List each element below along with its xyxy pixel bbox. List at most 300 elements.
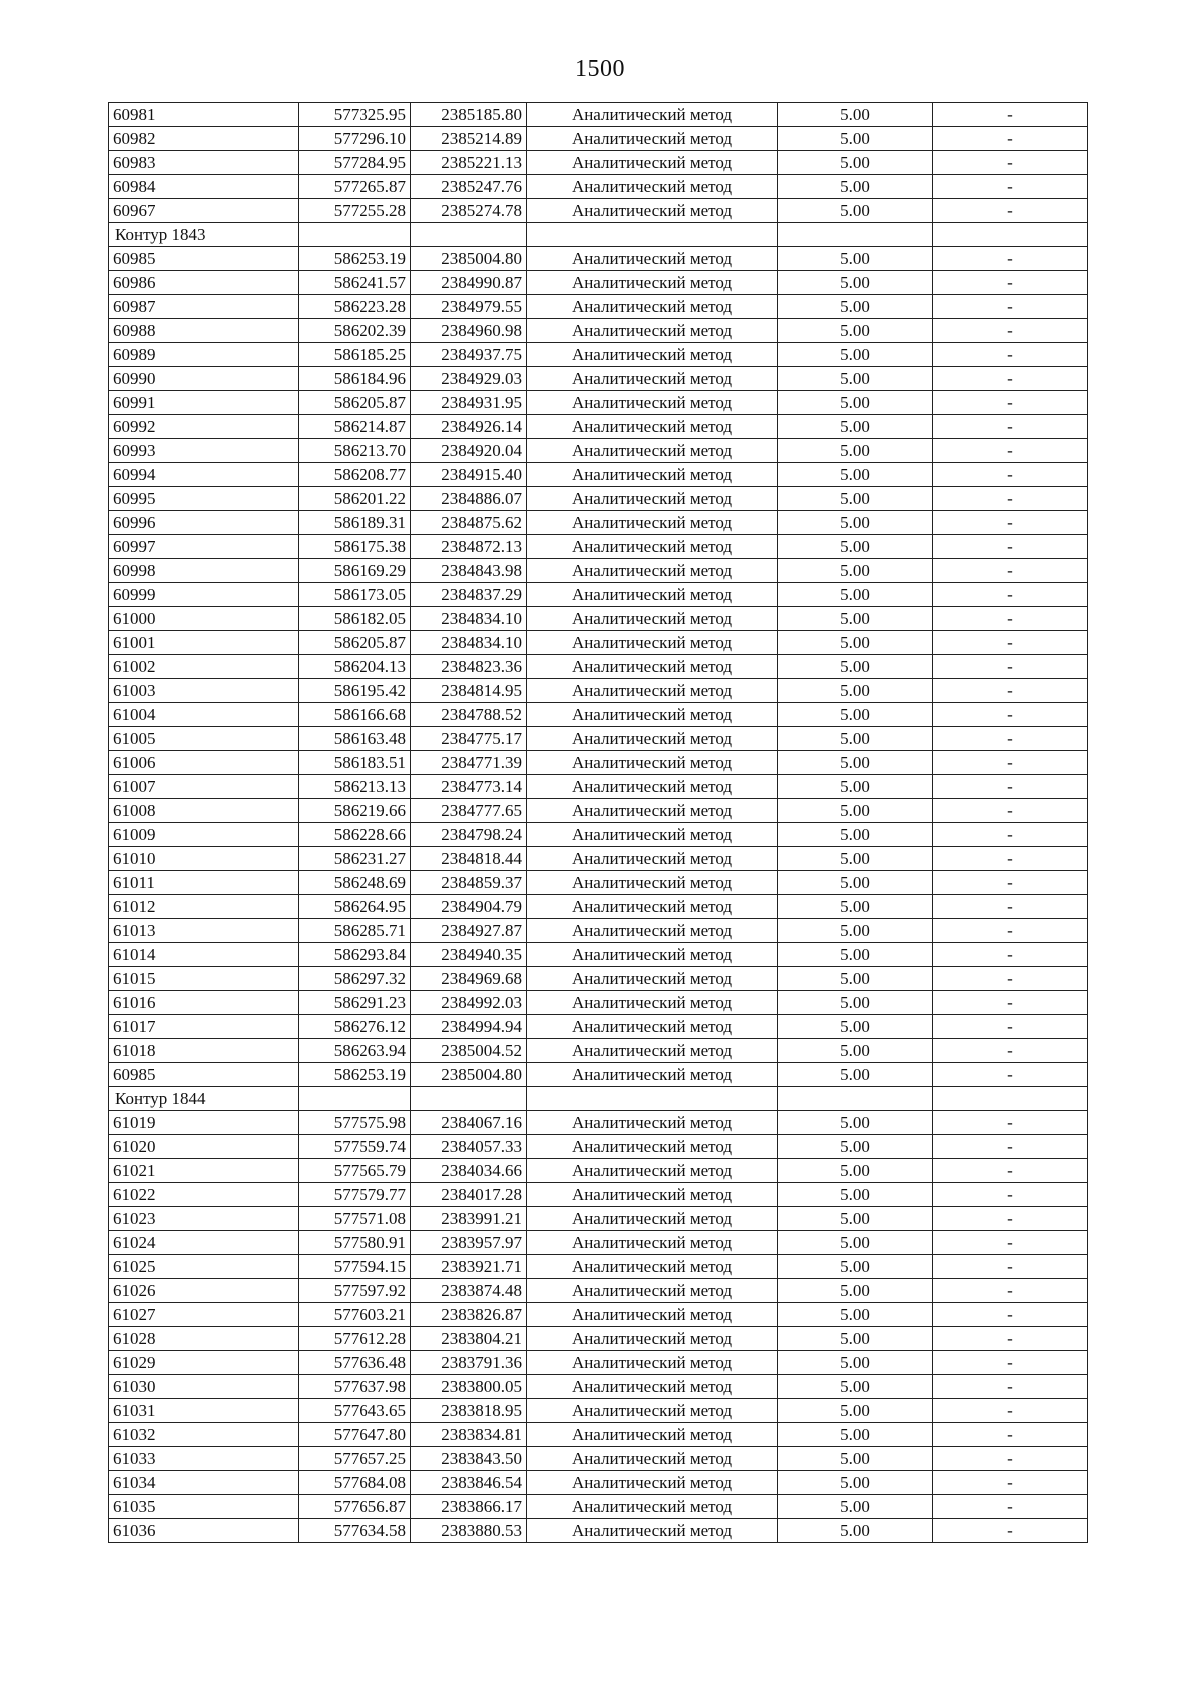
accuracy-cell: 5.00 xyxy=(778,367,933,391)
x-coordinate-cell: 577575.98 xyxy=(299,1111,411,1135)
table-row xyxy=(109,559,1088,583)
method-cell: Аналитический метод xyxy=(527,175,778,199)
point-id-cell: 61012 xyxy=(109,895,299,919)
method-cell: Аналитический метод xyxy=(527,271,778,295)
point-id-cell: 60983 xyxy=(109,151,299,175)
method-cell: Аналитический метод xyxy=(527,1447,778,1471)
point-id-cell: 60999 xyxy=(109,583,299,607)
note-cell: - xyxy=(933,703,1088,727)
note-cell: - xyxy=(933,1375,1088,1399)
note-cell: - xyxy=(933,1471,1088,1495)
y-coordinate-cell: 2384969.68 xyxy=(411,967,527,991)
y-coordinate-cell: 2384773.14 xyxy=(411,775,527,799)
method-cell: Аналитический метод xyxy=(527,1135,778,1159)
method-cell: Аналитический метод xyxy=(527,1279,778,1303)
note-cell: - xyxy=(933,391,1088,415)
note-cell: - xyxy=(933,367,1088,391)
table-row xyxy=(109,655,1088,679)
x-coordinate-cell: 586189.31 xyxy=(299,511,411,535)
method-cell: Аналитический метод xyxy=(527,127,778,151)
x-coordinate-cell: 577565.79 xyxy=(299,1159,411,1183)
y-coordinate-cell: 2384960.98 xyxy=(411,319,527,343)
x-coordinate-cell: 577571.08 xyxy=(299,1207,411,1231)
point-id-cell: 61009 xyxy=(109,823,299,847)
table-row xyxy=(109,1039,1088,1063)
y-coordinate-cell: 2384915.40 xyxy=(411,463,527,487)
note-cell: - xyxy=(933,1279,1088,1303)
x-coordinate-cell: 586184.96 xyxy=(299,367,411,391)
point-id-cell: 60986 xyxy=(109,271,299,295)
note-cell: - xyxy=(933,199,1088,223)
table-row xyxy=(109,919,1088,943)
coordinates-table xyxy=(108,102,1088,1543)
y-coordinate-cell: 2383826.87 xyxy=(411,1303,527,1327)
x-coordinate-cell: 586293.84 xyxy=(299,943,411,967)
accuracy-cell: 5.00 xyxy=(778,967,933,991)
note-cell: - xyxy=(933,607,1088,631)
x-coordinate-cell: 586195.42 xyxy=(299,679,411,703)
x-coordinate-cell: 577643.65 xyxy=(299,1399,411,1423)
method-cell: Аналитический метод xyxy=(527,1519,778,1543)
x-coordinate-cell: 586253.19 xyxy=(299,1063,411,1087)
accuracy-cell: 5.00 xyxy=(778,871,933,895)
accuracy-cell: 5.00 xyxy=(778,895,933,919)
y-coordinate-cell xyxy=(411,223,527,247)
table-row xyxy=(109,703,1088,727)
y-coordinate-cell: 2384872.13 xyxy=(411,535,527,559)
y-coordinate-cell: 2383874.48 xyxy=(411,1279,527,1303)
accuracy-cell: 5.00 xyxy=(778,1399,933,1423)
note-cell: - xyxy=(933,1015,1088,1039)
method-cell: Аналитический метод xyxy=(527,247,778,271)
point-id-cell: 61015 xyxy=(109,967,299,991)
point-id-cell: 61018 xyxy=(109,1039,299,1063)
accuracy-cell: 5.00 xyxy=(778,511,933,535)
y-coordinate-cell: 2383818.95 xyxy=(411,1399,527,1423)
y-coordinate-cell: 2384798.24 xyxy=(411,823,527,847)
method-cell: Аналитический метод xyxy=(527,871,778,895)
method-cell: Аналитический метод xyxy=(527,463,778,487)
method-cell: Аналитический метод xyxy=(527,199,778,223)
y-coordinate-cell: 2384818.44 xyxy=(411,847,527,871)
x-coordinate-cell: 577612.28 xyxy=(299,1327,411,1351)
method-cell xyxy=(527,223,778,247)
accuracy-cell xyxy=(778,223,933,247)
note-cell: - xyxy=(933,1183,1088,1207)
method-cell: Аналитический метод xyxy=(527,1327,778,1351)
table-row xyxy=(109,175,1088,199)
table-row xyxy=(109,415,1088,439)
x-coordinate-cell: 577634.58 xyxy=(299,1519,411,1543)
accuracy-cell: 5.00 xyxy=(778,655,933,679)
coordinates-table-body xyxy=(109,103,1088,1543)
accuracy-cell: 5.00 xyxy=(778,631,933,655)
note-cell xyxy=(933,223,1088,247)
note-cell: - xyxy=(933,991,1088,1015)
x-coordinate-cell: 577296.10 xyxy=(299,127,411,151)
accuracy-cell: 5.00 xyxy=(778,415,933,439)
y-coordinate-cell: 2384940.35 xyxy=(411,943,527,967)
method-cell: Аналитический метод xyxy=(527,1399,778,1423)
table-row xyxy=(109,1231,1088,1255)
y-coordinate-cell: 2384017.28 xyxy=(411,1183,527,1207)
point-id-cell: 60993 xyxy=(109,439,299,463)
accuracy-cell: 5.00 xyxy=(778,1183,933,1207)
table-row xyxy=(109,1159,1088,1183)
y-coordinate-cell: 2384814.95 xyxy=(411,679,527,703)
accuracy-cell: 5.00 xyxy=(778,799,933,823)
x-coordinate-cell: 586205.87 xyxy=(299,391,411,415)
y-coordinate-cell: 2384034.66 xyxy=(411,1159,527,1183)
table-row xyxy=(109,775,1088,799)
table-row xyxy=(109,511,1088,535)
point-id-cell: 61031 xyxy=(109,1399,299,1423)
x-coordinate-cell: 577636.48 xyxy=(299,1351,411,1375)
table-row xyxy=(109,1303,1088,1327)
accuracy-cell: 5.00 xyxy=(778,727,933,751)
note-cell: - xyxy=(933,1399,1088,1423)
method-cell: Аналитический метод xyxy=(527,1063,778,1087)
accuracy-cell: 5.00 xyxy=(778,1279,933,1303)
table-row xyxy=(109,151,1088,175)
point-id-cell: 61003 xyxy=(109,679,299,703)
point-id-cell: 60989 xyxy=(109,343,299,367)
y-coordinate-cell: 2384920.04 xyxy=(411,439,527,463)
accuracy-cell: 5.00 xyxy=(778,1111,933,1135)
accuracy-cell: 5.00 xyxy=(778,175,933,199)
note-cell: - xyxy=(933,871,1088,895)
point-id-cell: 61023 xyxy=(109,1207,299,1231)
note-cell: - xyxy=(933,1063,1088,1087)
x-coordinate-cell: 586185.25 xyxy=(299,343,411,367)
y-coordinate-cell: 2383804.21 xyxy=(411,1327,527,1351)
accuracy-cell: 5.00 xyxy=(778,391,933,415)
method-cell: Аналитический метод xyxy=(527,1303,778,1327)
note-cell: - xyxy=(933,151,1088,175)
x-coordinate-cell xyxy=(299,1087,411,1111)
point-id-cell: 61007 xyxy=(109,775,299,799)
y-coordinate-cell: 2383800.05 xyxy=(411,1375,527,1399)
x-coordinate-cell: 586253.19 xyxy=(299,247,411,271)
point-id-cell: 61013 xyxy=(109,919,299,943)
x-coordinate-cell: 577603.21 xyxy=(299,1303,411,1327)
method-cell: Аналитический метод xyxy=(527,559,778,583)
table-row xyxy=(109,871,1088,895)
table-row xyxy=(109,1471,1088,1495)
point-id-cell: 61010 xyxy=(109,847,299,871)
accuracy-cell: 5.00 xyxy=(778,1159,933,1183)
accuracy-cell: 5.00 xyxy=(778,1375,933,1399)
table-row xyxy=(109,631,1088,655)
contour-label: Контур 1843 xyxy=(109,223,299,247)
point-id-cell: 61005 xyxy=(109,727,299,751)
y-coordinate-cell: 2384979.55 xyxy=(411,295,527,319)
y-coordinate-cell: 2384837.29 xyxy=(411,583,527,607)
note-cell: - xyxy=(933,127,1088,151)
note-cell: - xyxy=(933,823,1088,847)
point-id-cell: 61000 xyxy=(109,607,299,631)
method-cell: Аналитический метод xyxy=(527,679,778,703)
note-cell: - xyxy=(933,103,1088,127)
point-id-cell: 60988 xyxy=(109,319,299,343)
method-cell: Аналитический метод xyxy=(527,511,778,535)
method-cell: Аналитический метод xyxy=(527,1183,778,1207)
table-row xyxy=(109,439,1088,463)
x-coordinate-cell xyxy=(299,223,411,247)
accuracy-cell: 5.00 xyxy=(778,463,933,487)
contour-label: Контур 1844 xyxy=(109,1087,299,1111)
y-coordinate-cell: 2384992.03 xyxy=(411,991,527,1015)
method-cell: Аналитический метод xyxy=(527,1495,778,1519)
page-number: 1500 xyxy=(575,56,625,82)
note-cell: - xyxy=(933,271,1088,295)
table-row xyxy=(109,991,1088,1015)
point-id-cell: 61028 xyxy=(109,1327,299,1351)
x-coordinate-cell: 577594.15 xyxy=(299,1255,411,1279)
method-cell: Аналитический метод xyxy=(527,1375,778,1399)
x-coordinate-cell: 586276.12 xyxy=(299,1015,411,1039)
y-coordinate-cell: 2384926.14 xyxy=(411,415,527,439)
note-cell: - xyxy=(933,295,1088,319)
accuracy-cell: 5.00 xyxy=(778,847,933,871)
accuracy-cell: 5.00 xyxy=(778,1327,933,1351)
table-row xyxy=(109,1423,1088,1447)
point-id-cell: 61006 xyxy=(109,751,299,775)
method-cell: Аналитический метод xyxy=(527,727,778,751)
point-id-cell: 61036 xyxy=(109,1519,299,1543)
note-cell: - xyxy=(933,559,1088,583)
y-coordinate-cell: 2384843.98 xyxy=(411,559,527,583)
table-row xyxy=(109,967,1088,991)
y-coordinate-cell: 2384990.87 xyxy=(411,271,527,295)
y-coordinate-cell: 2383957.97 xyxy=(411,1231,527,1255)
note-cell: - xyxy=(933,967,1088,991)
method-cell: Аналитический метод xyxy=(527,919,778,943)
note-cell: - xyxy=(933,439,1088,463)
x-coordinate-cell: 577255.28 xyxy=(299,199,411,223)
method-cell: Аналитический метод xyxy=(527,775,778,799)
method-cell: Аналитический метод xyxy=(527,439,778,463)
method-cell: Аналитический метод xyxy=(527,943,778,967)
point-id-cell: 60967 xyxy=(109,199,299,223)
note-cell: - xyxy=(933,919,1088,943)
point-id-cell: 61022 xyxy=(109,1183,299,1207)
x-coordinate-cell: 586223.28 xyxy=(299,295,411,319)
accuracy-cell: 5.00 xyxy=(778,751,933,775)
y-coordinate-cell: 2384886.07 xyxy=(411,487,527,511)
x-coordinate-cell: 586183.51 xyxy=(299,751,411,775)
note-cell: - xyxy=(933,1327,1088,1351)
note-cell: - xyxy=(933,319,1088,343)
point-id-cell: 60992 xyxy=(109,415,299,439)
x-coordinate-cell: 577657.25 xyxy=(299,1447,411,1471)
x-coordinate-cell: 586182.05 xyxy=(299,607,411,631)
accuracy-cell: 5.00 xyxy=(778,991,933,1015)
method-cell: Аналитический метод xyxy=(527,1039,778,1063)
accuracy-cell: 5.00 xyxy=(778,943,933,967)
x-coordinate-cell: 577559.74 xyxy=(299,1135,411,1159)
method-cell: Аналитический метод xyxy=(527,535,778,559)
accuracy-cell: 5.00 xyxy=(778,1015,933,1039)
x-coordinate-cell: 586264.95 xyxy=(299,895,411,919)
method-cell: Аналитический метод xyxy=(527,151,778,175)
table-row xyxy=(109,1495,1088,1519)
note-cell: - xyxy=(933,1423,1088,1447)
table-row xyxy=(109,1447,1088,1471)
table-row xyxy=(109,727,1088,751)
point-id-cell: 61004 xyxy=(109,703,299,727)
y-coordinate-cell: 2383991.21 xyxy=(411,1207,527,1231)
method-cell: Аналитический метод xyxy=(527,103,778,127)
table-row xyxy=(109,1279,1088,1303)
note-cell: - xyxy=(933,1231,1088,1255)
point-id-cell: 60984 xyxy=(109,175,299,199)
note-cell: - xyxy=(933,175,1088,199)
note-cell: - xyxy=(933,631,1088,655)
table-row xyxy=(109,1111,1088,1135)
contour-header-row xyxy=(109,1087,1088,1111)
table-row xyxy=(109,751,1088,775)
accuracy-cell: 5.00 xyxy=(778,775,933,799)
x-coordinate-cell: 586175.38 xyxy=(299,535,411,559)
note-cell: - xyxy=(933,1111,1088,1135)
point-id-cell: 61024 xyxy=(109,1231,299,1255)
point-id-cell: 60990 xyxy=(109,367,299,391)
point-id-cell: 60994 xyxy=(109,463,299,487)
method-cell: Аналитический метод xyxy=(527,823,778,847)
y-coordinate-cell: 2385221.13 xyxy=(411,151,527,175)
point-id-cell: 61019 xyxy=(109,1111,299,1135)
table-row xyxy=(109,583,1088,607)
point-id-cell: 61016 xyxy=(109,991,299,1015)
table-row xyxy=(109,1327,1088,1351)
x-coordinate-cell: 577265.87 xyxy=(299,175,411,199)
method-cell: Аналитический метод xyxy=(527,1015,778,1039)
table-row xyxy=(109,943,1088,967)
method-cell: Аналитический метод xyxy=(527,655,778,679)
x-coordinate-cell: 586169.29 xyxy=(299,559,411,583)
y-coordinate-cell: 2384931.95 xyxy=(411,391,527,415)
accuracy-cell: 5.00 xyxy=(778,679,933,703)
x-coordinate-cell: 586166.68 xyxy=(299,703,411,727)
table-row xyxy=(109,1183,1088,1207)
method-cell: Аналитический метод xyxy=(527,703,778,727)
point-id-cell: 61025 xyxy=(109,1255,299,1279)
x-coordinate-cell: 586241.57 xyxy=(299,271,411,295)
accuracy-cell: 5.00 xyxy=(778,1039,933,1063)
table-row xyxy=(109,487,1088,511)
point-id-cell: 60987 xyxy=(109,295,299,319)
table-row xyxy=(109,799,1088,823)
method-cell: Аналитический метод xyxy=(527,799,778,823)
table-row xyxy=(109,463,1088,487)
x-coordinate-cell: 586201.22 xyxy=(299,487,411,511)
method-cell: Аналитический метод xyxy=(527,847,778,871)
method-cell: Аналитический метод xyxy=(527,583,778,607)
method-cell: Аналитический метод xyxy=(527,1423,778,1447)
point-id-cell: 60982 xyxy=(109,127,299,151)
point-id-cell: 61035 xyxy=(109,1495,299,1519)
table-row xyxy=(109,1135,1088,1159)
note-cell: - xyxy=(933,1159,1088,1183)
x-coordinate-cell: 586228.66 xyxy=(299,823,411,847)
note-cell: - xyxy=(933,943,1088,967)
x-coordinate-cell: 577597.92 xyxy=(299,1279,411,1303)
table-row xyxy=(109,295,1088,319)
accuracy-cell: 5.00 xyxy=(778,919,933,943)
note-cell: - xyxy=(933,1519,1088,1543)
table-row xyxy=(109,367,1088,391)
note-cell: - xyxy=(933,247,1088,271)
x-coordinate-cell: 586231.27 xyxy=(299,847,411,871)
accuracy-cell: 5.00 xyxy=(778,1351,933,1375)
y-coordinate-cell: 2383866.17 xyxy=(411,1495,527,1519)
point-id-cell: 60991 xyxy=(109,391,299,415)
table-row xyxy=(109,679,1088,703)
accuracy-cell: 5.00 xyxy=(778,247,933,271)
note-cell xyxy=(933,1087,1088,1111)
y-coordinate-cell xyxy=(411,1087,527,1111)
point-id-cell: 60985 xyxy=(109,247,299,271)
y-coordinate-cell: 2384777.65 xyxy=(411,799,527,823)
point-id-cell: 61032 xyxy=(109,1423,299,1447)
point-id-cell: 61002 xyxy=(109,655,299,679)
point-id-cell: 61030 xyxy=(109,1375,299,1399)
accuracy-cell: 5.00 xyxy=(778,127,933,151)
x-coordinate-cell: 586213.13 xyxy=(299,775,411,799)
accuracy-cell: 5.00 xyxy=(778,1255,933,1279)
point-id-cell: 60981 xyxy=(109,103,299,127)
point-id-cell: 61011 xyxy=(109,871,299,895)
x-coordinate-cell: 577580.91 xyxy=(299,1231,411,1255)
x-coordinate-cell: 586208.77 xyxy=(299,463,411,487)
x-coordinate-cell: 577284.95 xyxy=(299,151,411,175)
note-cell: - xyxy=(933,847,1088,871)
accuracy-cell: 5.00 xyxy=(778,295,933,319)
point-id-cell: 60985 xyxy=(109,1063,299,1087)
table-row xyxy=(109,103,1088,127)
note-cell: - xyxy=(933,1039,1088,1063)
y-coordinate-cell: 2383834.81 xyxy=(411,1423,527,1447)
table-row xyxy=(109,1063,1088,1087)
method-cell: Аналитический метод xyxy=(527,991,778,1015)
note-cell: - xyxy=(933,727,1088,751)
y-coordinate-cell: 2384834.10 xyxy=(411,607,527,631)
accuracy-cell: 5.00 xyxy=(778,439,933,463)
table-row xyxy=(109,199,1088,223)
x-coordinate-cell: 577579.77 xyxy=(299,1183,411,1207)
y-coordinate-cell: 2384067.16 xyxy=(411,1111,527,1135)
method-cell: Аналитический метод xyxy=(527,415,778,439)
accuracy-cell: 5.00 xyxy=(778,535,933,559)
x-coordinate-cell: 586213.70 xyxy=(299,439,411,463)
y-coordinate-cell: 2385214.89 xyxy=(411,127,527,151)
y-coordinate-cell: 2384994.94 xyxy=(411,1015,527,1039)
accuracy-cell: 5.00 xyxy=(778,1447,933,1471)
method-cell: Аналитический метод xyxy=(527,967,778,991)
note-cell: - xyxy=(933,415,1088,439)
point-id-cell: 61027 xyxy=(109,1303,299,1327)
point-id-cell: 61017 xyxy=(109,1015,299,1039)
x-coordinate-cell: 577647.80 xyxy=(299,1423,411,1447)
method-cell: Аналитический метод xyxy=(527,391,778,415)
accuracy-cell: 5.00 xyxy=(778,1423,933,1447)
method-cell: Аналитический метод xyxy=(527,295,778,319)
table-row xyxy=(109,247,1088,271)
accuracy-cell: 5.00 xyxy=(778,103,933,127)
accuracy-cell: 5.00 xyxy=(778,703,933,727)
point-id-cell: 60995 xyxy=(109,487,299,511)
